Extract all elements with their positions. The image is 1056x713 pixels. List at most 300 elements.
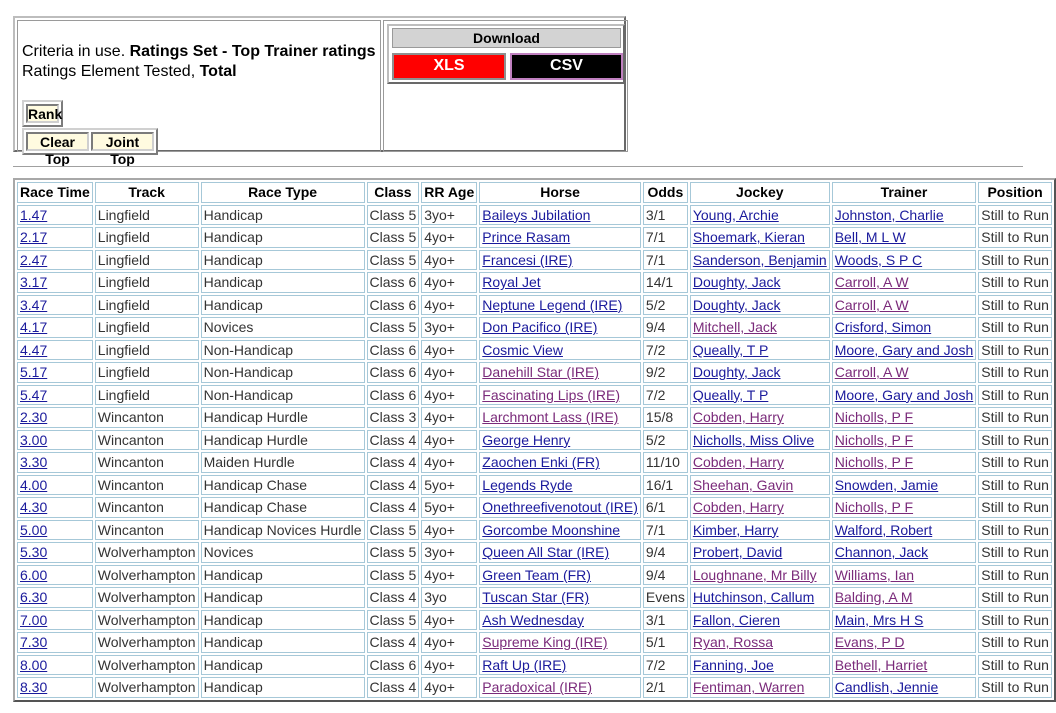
odds-cell: 9/2 — [643, 362, 688, 383]
trainer-link[interactable]: Nicholls, P F — [834, 431, 914, 448]
position-cell: Still to Run — [978, 655, 1052, 676]
horse-cell — [479, 227, 641, 248]
horse-link[interactable]: Cosmic View — [482, 341, 563, 358]
position-cell: Still to Run — [978, 272, 1052, 293]
race-time-cell — [17, 317, 93, 338]
trainer-cell — [832, 632, 977, 653]
race-time-link[interactable]: 5.30 — [20, 544, 48, 561]
position-cell: Still to Run — [978, 497, 1052, 518]
race-time-link[interactable]: 1.47 — [20, 206, 48, 223]
rr-age-cell: 4yo+ — [421, 227, 477, 248]
track-cell: Lingfield — [95, 385, 199, 406]
jockey-cell — [690, 430, 830, 451]
class-cell: Class 4 — [367, 632, 420, 653]
rr-age-cell: 5yo+ — [421, 475, 477, 496]
track-cell: Wincanton — [95, 497, 199, 518]
trainer-link[interactable]: Williams, Ian — [834, 566, 915, 583]
table-row — [17, 497, 1052, 518]
horse-cell — [479, 632, 641, 653]
race-type-cell: Handicap — [201, 677, 365, 698]
odds-cell: 7/1 — [643, 520, 688, 541]
race-time-cell — [17, 520, 93, 541]
horse-cell — [479, 430, 641, 451]
jockey-cell — [690, 205, 830, 226]
race-type-cell: Novices — [201, 542, 365, 563]
trainer-link[interactable]: Nicholls, P F — [834, 409, 914, 426]
odds-cell: 3/1 — [643, 610, 688, 631]
class-cell: Class 6 — [367, 362, 420, 383]
race-type-cell: Handicap — [201, 250, 365, 271]
horse-link[interactable]: Legends Ryde — [482, 476, 573, 493]
race-time-link[interactable]: 4.30 — [20, 499, 48, 516]
class-cell: Class 5 — [367, 565, 420, 586]
jockey-link[interactable]: Doughty, Jack — [692, 364, 781, 381]
track-cell: Wincanton — [95, 475, 199, 496]
odds-cell: 9/4 — [643, 542, 688, 563]
track-cell: Wolverhampton — [95, 677, 199, 698]
track-cell: Lingfield — [95, 205, 199, 226]
class-cell: Class 6 — [367, 272, 420, 293]
track-cell: Wincanton — [95, 430, 199, 451]
position-cell: Still to Run — [978, 610, 1052, 631]
race-time-link[interactable]: 5.00 — [20, 521, 48, 538]
horse-cell — [479, 475, 641, 496]
position-cell: Still to Run — [978, 475, 1052, 496]
race-time-link[interactable]: 3.30 — [20, 454, 48, 471]
race-time-cell — [17, 227, 93, 248]
jockey-link[interactable]: Queally, T P — [692, 341, 769, 358]
race-time-cell — [17, 250, 93, 271]
horse-cell — [479, 677, 641, 698]
table-row — [17, 385, 1052, 406]
jockey-link[interactable]: Fentiman, Warren — [692, 679, 805, 696]
element-line — [22, 63, 237, 81]
criteria-panel — [13, 16, 626, 167]
horse-cell — [479, 407, 641, 428]
horse-link[interactable]: Gorcombe Moonshine — [482, 521, 621, 538]
race-time-link[interactable]: 8.00 — [20, 656, 48, 673]
class-cell: Class 6 — [367, 295, 420, 316]
odds-cell: 5/1 — [643, 632, 688, 653]
race-type-cell: Handicap — [201, 227, 365, 248]
table-row — [17, 655, 1052, 676]
track-cell: Wolverhampton — [95, 542, 199, 563]
rr-age-cell: 4yo+ — [421, 385, 477, 406]
trainer-cell — [832, 520, 977, 541]
class-cell: Class 6 — [367, 340, 420, 361]
trainer-cell — [832, 205, 977, 226]
position-cell: Still to Run — [978, 520, 1052, 541]
trainer-cell — [832, 250, 977, 271]
jockey-link[interactable]: Loughnane, Mr Billy — [692, 566, 817, 583]
class-cell: Class 5 — [367, 227, 420, 248]
rr-age-cell: 4yo+ — [421, 430, 477, 451]
col-position: Position — [978, 182, 1052, 203]
jockey-link[interactable]: Queally, T P — [692, 386, 769, 403]
horse-cell — [479, 295, 641, 316]
race-time-link[interactable]: 6.00 — [20, 566, 48, 583]
download-title: Download — [392, 28, 621, 48]
table-row — [17, 250, 1052, 271]
trainer-cell — [832, 565, 977, 586]
race-time-cell — [17, 655, 93, 676]
race-time-cell — [17, 565, 93, 586]
class-cell: Class 6 — [367, 655, 420, 676]
csv-button[interactable]: CSV — [510, 53, 623, 80]
race-time-cell — [17, 632, 93, 653]
race-time-cell — [17, 677, 93, 698]
table-row — [17, 452, 1052, 473]
jockey-cell — [690, 227, 830, 248]
trainer-cell — [832, 385, 977, 406]
jockey-cell — [690, 475, 830, 496]
horse-link[interactable]: Don Pacifico (IRE) — [482, 319, 598, 336]
download-cell — [383, 20, 628, 152]
jockey-cell — [690, 250, 830, 271]
horse-link[interactable]: Tuscan Star (FR) — [482, 589, 590, 606]
track-cell: Lingfield — [95, 362, 199, 383]
trainer-cell — [832, 362, 977, 383]
jockey-cell — [690, 655, 830, 676]
rr-age-cell: 3yo+ — [421, 205, 477, 226]
criteria-prefix: Criteria in use. — [22, 43, 130, 60]
horse-cell — [479, 542, 641, 563]
table-row — [17, 475, 1052, 496]
rr-age-cell: 4yo+ — [421, 340, 477, 361]
position-cell: Still to Run — [978, 205, 1052, 226]
trainer-link[interactable]: Bethell, Harriet — [834, 656, 928, 673]
track-cell: Lingfield — [95, 227, 199, 248]
race-time-link[interactable]: 6.30 — [20, 589, 48, 606]
horse-link[interactable]: Ash Wednesday — [482, 611, 584, 628]
col-class: Class — [367, 182, 420, 203]
race-type-cell: Handicap Hurdle — [201, 430, 365, 451]
race-time-link[interactable]: 7.30 — [20, 634, 48, 651]
position-cell: Still to Run — [978, 587, 1052, 608]
odds-cell: 9/4 — [643, 565, 688, 586]
odds-cell: 7/1 — [643, 227, 688, 248]
class-cell: Class 5 — [367, 250, 420, 271]
table-row — [17, 632, 1052, 653]
race-time-link[interactable]: 2.30 — [20, 409, 48, 426]
jockey-link[interactable]: Doughty, Jack — [692, 296, 781, 313]
rr-age-cell: 4yo+ — [421, 610, 477, 631]
col-horse: Horse — [479, 182, 641, 203]
table-row — [17, 227, 1052, 248]
track-cell: Lingfield — [95, 250, 199, 271]
race-time-cell — [17, 205, 93, 226]
race-time-cell — [17, 542, 93, 563]
trainer-cell — [832, 227, 977, 248]
table-row — [17, 295, 1052, 316]
horse-cell — [479, 655, 641, 676]
table-row — [17, 205, 1052, 226]
trainer-link[interactable]: Carroll, A W — [834, 364, 909, 381]
race-time-link[interactable]: 4.00 — [20, 476, 48, 493]
position-cell: Still to Run — [978, 452, 1052, 473]
race-time-link[interactable]: 5.47 — [20, 386, 48, 403]
trainer-link[interactable]: Snowden, Jamie — [834, 476, 939, 493]
trainer-cell — [832, 475, 977, 496]
race-type-cell: Handicap — [201, 205, 365, 226]
jockey-link[interactable]: Nicholls, Miss Olive — [692, 431, 815, 448]
table-row — [17, 317, 1052, 338]
jockey-cell — [690, 272, 830, 293]
class-cell: Class 4 — [367, 452, 420, 473]
horse-link[interactable]: Onethreefivenotout (IRE) — [482, 499, 638, 516]
trainer-cell — [832, 317, 977, 338]
position-cell: Still to Run — [978, 227, 1052, 248]
race-time-link[interactable]: 5.17 — [20, 364, 48, 381]
table-row — [17, 407, 1052, 428]
race-time-cell — [17, 295, 93, 316]
race-type-cell: Non-Handicap — [201, 340, 365, 361]
rr-age-cell: 4yo+ — [421, 407, 477, 428]
position-cell: Still to Run — [978, 385, 1052, 406]
track-cell: Wincanton — [95, 520, 199, 541]
race-time-link[interactable]: 4.17 — [20, 319, 48, 336]
trainer-cell — [832, 497, 977, 518]
race-time-cell — [17, 497, 93, 518]
rr-age-cell: 4yo+ — [421, 632, 477, 653]
rr-age-cell: 4yo+ — [421, 655, 477, 676]
odds-cell: 7/1 — [643, 250, 688, 271]
horse-link[interactable]: Raft Up (IRE) — [482, 656, 567, 673]
horse-link[interactable]: Paradoxical (IRE) — [482, 679, 592, 696]
class-cell: Class 3 — [367, 407, 420, 428]
col-trainer: Trainer — [832, 182, 977, 203]
jockey-link[interactable]: Cobden, Harry — [692, 409, 784, 426]
rr-age-cell: 4yo+ — [421, 677, 477, 698]
trainer-cell — [832, 272, 977, 293]
position-cell: Still to Run — [978, 632, 1052, 653]
odds-cell: 6/1 — [643, 497, 688, 518]
race-time-cell — [17, 610, 93, 631]
jockey-link[interactable]: Shoemark, Kieran — [692, 229, 805, 246]
race-type-cell: Novices — [201, 317, 365, 338]
horse-link[interactable]: Prince Rasam — [482, 229, 571, 246]
trainer-link[interactable]: Crisford, Simon — [834, 319, 932, 336]
table-row — [17, 340, 1052, 361]
trainer-link[interactable]: Candlish, Jennie — [834, 679, 939, 696]
col-race-type: Race Type — [201, 182, 365, 203]
rr-age-cell: 4yo+ — [421, 295, 477, 316]
odds-cell: 14/1 — [643, 272, 688, 293]
trainer-link[interactable]: Evans, P D — [834, 634, 905, 651]
horse-cell — [479, 610, 641, 631]
jockey-cell — [690, 565, 830, 586]
horse-cell — [479, 452, 641, 473]
jockey-cell — [690, 520, 830, 541]
race-time-cell — [17, 587, 93, 608]
odds-cell: 9/4 — [643, 317, 688, 338]
class-cell: Class 4 — [367, 677, 420, 698]
race-type-cell: Handicap — [201, 565, 365, 586]
trainer-link[interactable]: Moore, Gary and Josh — [834, 386, 974, 403]
race-time-link[interactable]: 3.47 — [20, 296, 48, 313]
jockey-link[interactable]: Mitchell, Jack — [692, 319, 777, 336]
horse-link[interactable]: Larchmont Lass (IRE) — [482, 409, 619, 426]
track-cell: Wolverhampton — [95, 610, 199, 631]
trainer-link[interactable]: Channon, Jack — [834, 544, 929, 561]
race-time-cell — [17, 385, 93, 406]
trainer-cell — [832, 610, 977, 631]
jockey-link[interactable]: Hutchinson, Callum — [692, 589, 815, 606]
jockey-link[interactable]: Ryan, Rossa — [692, 634, 773, 651]
class-cell: Class 4 — [367, 587, 420, 608]
class-cell: Class 5 — [367, 610, 420, 631]
race-time-cell — [17, 452, 93, 473]
jockey-link[interactable]: Doughty, Jack — [692, 274, 781, 291]
rr-age-cell: 3yo+ — [421, 317, 477, 338]
jockey-link[interactable]: Cobden, Harry — [692, 454, 784, 471]
track-cell: Wincanton — [95, 452, 199, 473]
jockey-cell — [690, 542, 830, 563]
criteria-cell — [17, 20, 381, 167]
race-time-link[interactable]: 2.47 — [20, 251, 48, 268]
class-cell: Class 6 — [367, 385, 420, 406]
position-cell: Still to Run — [978, 430, 1052, 451]
joint-top-button[interactable]: Joint Top — [91, 132, 154, 151]
trainer-link[interactable]: Walford, Robert — [834, 521, 933, 538]
horse-link[interactable]: Zaochen Enki (FR) — [482, 454, 600, 471]
horse-link[interactable]: Baileys Jubilation — [482, 206, 591, 223]
jockey-cell — [690, 295, 830, 316]
horse-cell — [479, 385, 641, 406]
table-row — [17, 587, 1052, 608]
race-type-cell: Non-Handicap — [201, 362, 365, 383]
track-cell: Lingfield — [95, 295, 199, 316]
table-row — [17, 565, 1052, 586]
table-row — [17, 520, 1052, 541]
horse-link[interactable]: Francesi (IRE) — [482, 251, 573, 268]
trainer-link[interactable]: Moore, Gary and Josh — [834, 341, 974, 358]
rr-age-cell: 5yo+ — [421, 497, 477, 518]
horse-link[interactable]: Royal Jet — [482, 274, 541, 291]
race-time-link[interactable]: 7.00 — [20, 611, 48, 628]
jockey-link[interactable]: Young, Archie — [692, 206, 779, 223]
jockey-cell — [690, 677, 830, 698]
race-time-link[interactable]: 2.17 — [20, 229, 48, 246]
race-time-link[interactable]: 3.17 — [20, 274, 48, 291]
race-type-cell: Handicap Hurdle — [201, 407, 365, 428]
jockey-cell — [690, 362, 830, 383]
class-cell: Class 4 — [367, 430, 420, 451]
odds-cell: 16/1 — [643, 475, 688, 496]
horse-cell — [479, 587, 641, 608]
rr-age-cell: 3yo — [421, 587, 477, 608]
rank-button[interactable]: Rank — [28, 106, 63, 122]
table-row — [17, 362, 1052, 383]
jockey-cell — [690, 587, 830, 608]
position-cell: Still to Run — [978, 362, 1052, 383]
horse-link[interactable]: Queen All Star (IRE) — [482, 544, 610, 561]
horse-cell — [479, 565, 641, 586]
trainer-cell — [832, 340, 977, 361]
race-time-link[interactable]: 3.00 — [20, 431, 48, 448]
trainer-cell — [832, 587, 977, 608]
odds-cell: 2/1 — [643, 677, 688, 698]
jockey-link[interactable]: Sheehan, Gavin — [692, 476, 794, 493]
trainer-link[interactable]: Balding, A M — [834, 589, 913, 606]
xls-button[interactable]: XLS — [392, 53, 506, 80]
jockey-link[interactable]: Fanning, Joe — [692, 656, 774, 673]
odds-cell: 7/2 — [643, 340, 688, 361]
race-time-cell — [17, 407, 93, 428]
track-cell: Wincanton — [95, 407, 199, 428]
race-type-cell: Maiden Hurdle — [201, 452, 365, 473]
trainer-link[interactable]: Nicholls, P F — [834, 499, 914, 516]
table-row — [17, 430, 1052, 451]
track-cell: Lingfield — [95, 317, 199, 338]
jockey-link[interactable]: Sanderson, Benjamin — [692, 251, 827, 268]
horse-link[interactable]: Supreme King (IRE) — [482, 634, 608, 651]
odds-cell: Evens — [643, 587, 688, 608]
horse-cell — [479, 340, 641, 361]
jockey-cell — [690, 340, 830, 361]
rr-age-cell: 4yo+ — [421, 250, 477, 271]
race-time-link[interactable]: 4.47 — [20, 341, 48, 358]
element-prefix: Ratings Element Tested, — [22, 63, 200, 80]
trainer-cell — [832, 407, 977, 428]
horse-link[interactable]: Neptune Legend (IRE) — [482, 296, 623, 313]
jockey-link[interactable]: Probert, David — [692, 544, 783, 561]
horse-link[interactable]: Danehill Star (IRE) — [482, 364, 599, 381]
col-race-time: Race Time — [17, 182, 93, 203]
race-type-cell: Handicap — [201, 587, 365, 608]
position-cell: Still to Run — [978, 677, 1052, 698]
horse-link[interactable]: Green Team (FR) — [482, 566, 591, 583]
trainer-cell — [832, 430, 977, 451]
jockey-link[interactable]: Fallon, Cieren — [692, 611, 780, 628]
trainer-link[interactable]: Carroll, A W — [834, 274, 909, 291]
trainer-link[interactable]: Main, Mrs H S — [834, 611, 924, 628]
race-time-link[interactable]: 8.30 — [20, 679, 48, 696]
odds-cell: 7/2 — [643, 655, 688, 676]
jockey-link[interactable]: Kimber, Harry — [692, 521, 779, 538]
rr-age-cell: 4yo+ — [421, 452, 477, 473]
horse-link[interactable]: Fascinating Lips (IRE) — [482, 386, 620, 403]
odds-cell: 5/2 — [643, 430, 688, 451]
horse-link[interactable]: George Henry — [482, 431, 571, 448]
trainer-link[interactable]: Woods, S P C — [834, 251, 923, 268]
race-type-cell: Handicap — [201, 610, 365, 631]
col-track: Track — [95, 182, 199, 203]
jockey-cell — [690, 407, 830, 428]
table-row — [17, 610, 1052, 631]
criteria-line — [22, 43, 376, 61]
race-time-cell — [17, 430, 93, 451]
trainer-link[interactable]: Carroll, A W — [834, 296, 909, 313]
position-cell: Still to Run — [978, 295, 1052, 316]
jockey-link[interactable]: Cobden, Harry — [692, 499, 784, 516]
trainer-link[interactable]: Bell, M L W — [834, 229, 906, 246]
position-cell: Still to Run — [978, 340, 1052, 361]
ratings-set: Ratings Set - Top Trainer ratings — [129, 43, 376, 60]
race-type-cell: Handicap — [201, 632, 365, 653]
horse-cell — [479, 497, 641, 518]
trainer-link[interactable]: Johnston, Charlie — [834, 206, 944, 223]
horse-cell — [479, 362, 641, 383]
table-row — [17, 272, 1052, 293]
class-cell: Class 4 — [367, 497, 420, 518]
trainer-link[interactable]: Nicholls, P F — [834, 454, 914, 471]
jockey-cell — [690, 497, 830, 518]
position-cell: Still to Run — [978, 407, 1052, 428]
race-time-cell — [17, 272, 93, 293]
clear-top-button[interactable]: Clear Top — [26, 132, 89, 151]
col-odds: Odds — [643, 182, 688, 203]
